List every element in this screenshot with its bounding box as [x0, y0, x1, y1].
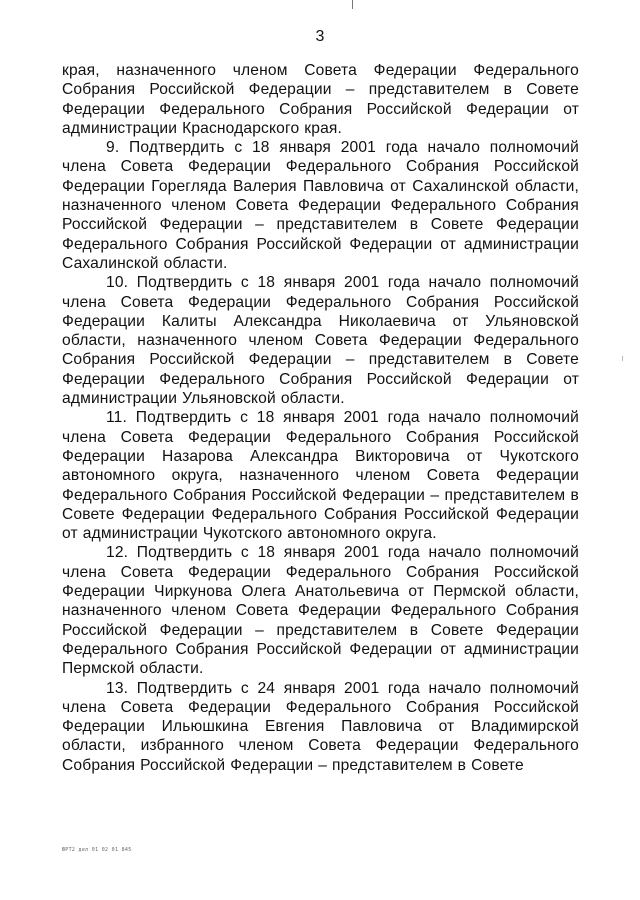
- document-body: [62, 61, 579, 775]
- paragraph-item-13: 13. Подтвердить с 24 января 2001 года начало полномочий члена Совета Федерации Федерального Собрания Российской Федерации Ильюшкина Евгения Павловича от Владимирской области, избранного членом Совета Федерации Федерального Собрания Российской Федерации – представителем в Совете: [62, 679, 579, 774]
- paragraph-item-10: 10. Подтвердить с 18 января 2001 года начало полномочий члена Совета Федерации Федерального Собрания Российской Федерации Калиты Александра Николаевича от Ульяновской области, назначенного членом Совета Федерации Федерального Собрания Российской Федерации – представителем в Совете Федерации Федерального Собрания Российской Федерации от администрации Ульяновской области.: [62, 274, 579, 408]
- page-number: 3: [315, 28, 325, 45]
- paragraph-item-12: 12. Подтвердить с 18 января 2001 года начало полномочий члена Совета Федерации Федерального Собрания Российской Федерации Чиркунова Олега Анатольевича от Пермской области, назначенного членом Совета Федерации Федерального Собрания Российской Федерации – представителем в Совете Федерации Федерального Собрания Российской Федерации от администрации Пермской области.: [62, 544, 579, 678]
- paragraph-continuation: края, назначенного членом Совета Федерации Федерального Собрания Российской Федерации – представителем в Совете Федерации Федерального Собрания Российской Федерации от администрации Краснодарского края.: [62, 62, 579, 137]
- scan-edge-mark: [352, 0, 353, 9]
- paragraph-item-9: 9. Подтвердить с 18 января 2001 года начало полномочий члена Совета Федерации Федерального Собрания Российской Федерации Горегляда Валерия Павловича от Сахалинской области, назначенного членом Совета Федерации Федерального Собрания Российской Федерации – представителем в Совете Федерации Федерального Собрания Российской Федерации от администрации Сахалинской области.: [62, 139, 579, 272]
- scan-artifact: [622, 356, 623, 361]
- paragraph-item-11: 11. Подтвердить с 18 января 2001 года начало полномочий члена Совета Федерации Федерального Собрания Российской Федерации Назарова Александра Викторовича от Чукотского автономного округа, назначенного членом Совета Федерации Федерального Собрания Российской Федерации – представителем в Совете Федерации Федерального Собрания Российской Федерации от администрации Чукотского автономного округа.: [62, 409, 579, 543]
- footer-code: ЮРТ2 дел 01 02 01 845: [62, 847, 132, 853]
